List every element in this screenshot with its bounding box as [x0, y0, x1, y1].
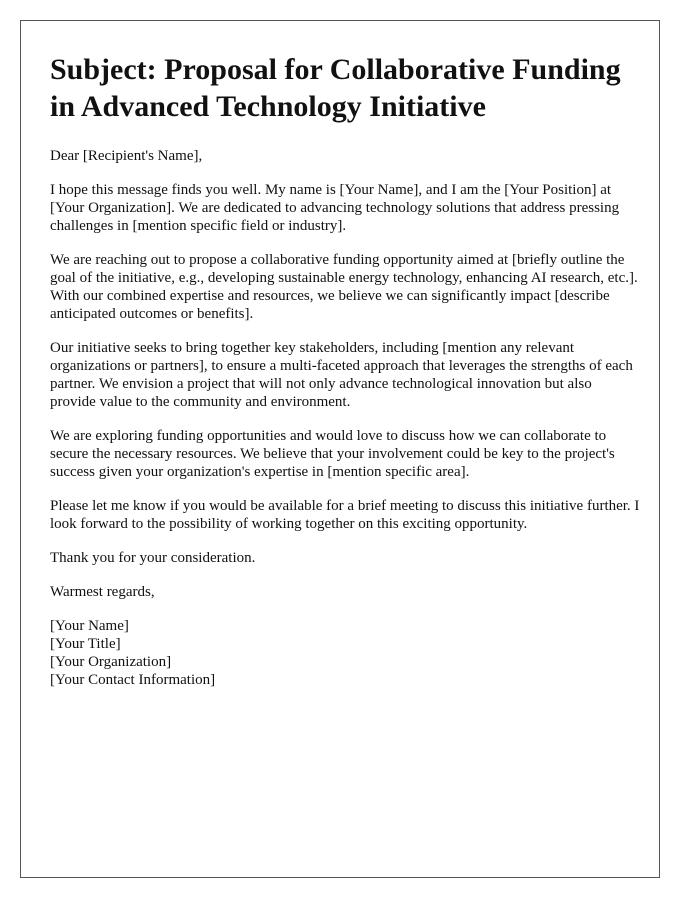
paragraph-intro: I hope this message finds you well. My name is [Your Name], and I am the [Your Position] at [Your Organization]. We are dedicated to advancing technology solutions that address pressing challenges in [mention specific field or industry]. [50, 182, 620, 234]
signature-block [50, 617, 640, 689]
letter-thanks: Thank you for your consideration. [50, 550, 256, 566]
letter-greeting: Dear [Recipient's Name], [50, 148, 203, 164]
paragraph-stakeholders: Our initiative seeks to bring together key stakeholders, including [mention any relevant organizations or partners], to ensure a multi-faceted approach that leverages the strengths of each partner. We envision a project that will not only advance technological innovation but also provide value to the community and environment. [50, 340, 633, 410]
letter-page [20, 20, 660, 878]
paragraph-proposal: We are reaching out to propose a collaborative funding opportunity aimed at [briefly outline the goal of the initiative, e.g., developing sustainable energy technology, enhancing AI research, etc.]. With our combined expertise and resources, we believe we can significantly impact [describe anticipated outcomes or benefits]. [50, 252, 638, 322]
letter-body [50, 51, 640, 689]
signature-title: [Your Title] [50, 636, 121, 652]
letter-subject: Subject: Proposal for Collaborative Funding in Advanced Technology Initiative [50, 53, 621, 123]
letter-closing: Warmest regards, [50, 584, 155, 600]
paragraph-funding: We are exploring funding opportunities and would love to discuss how we can collaborate to secure the necessary resources. We believe that your involvement could be key to the project's success given your organization's expertise in [mention specific area]. [50, 428, 615, 480]
signature-contact: [Your Contact Information] [50, 672, 216, 688]
signature-organization: [Your Organization] [50, 654, 172, 670]
paragraph-meeting-request: Please let me know if you would be available for a brief meeting to discuss this initiative further. I look forward to the possibility of working together on this exciting opportunity. [50, 498, 640, 532]
signature-name: [Your Name] [50, 618, 129, 634]
